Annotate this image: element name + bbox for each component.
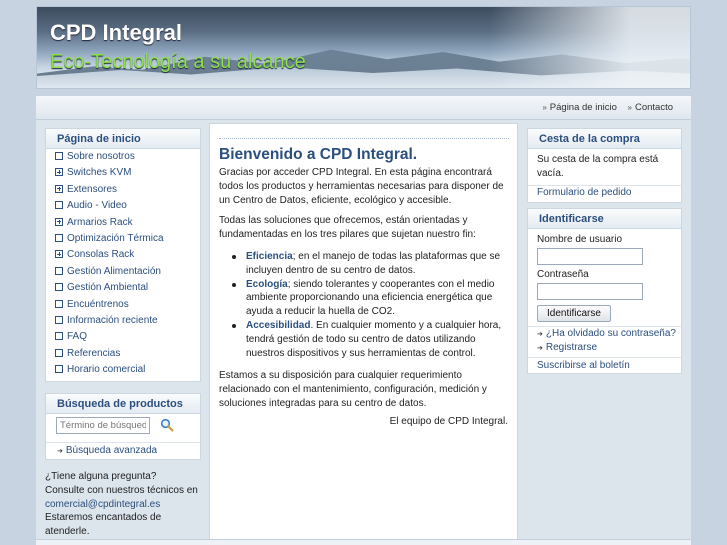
menu-item-label: Referencias [67,347,121,359]
signature: El equipo de CPD Integral. [389,416,508,427]
square-icon [55,267,63,275]
menu-item[interactable] [46,280,200,296]
main-menu-list [46,149,200,378]
square-icon [55,300,63,308]
cart-title: Cesta de la compra [528,129,681,149]
order-form-link[interactable]: Formulario de pedido [537,187,632,198]
availability-paragraph: Estamos a su disposición para cualquier requerimiento relacionado con el mantenimiento, configuración, medición y soluciones integradas para su centro de datos. [219,370,487,409]
menu-item-label: FAQ [67,331,88,343]
menu-item-label: Switches KVM [67,167,132,179]
advanced-search-label: Búsqueda avanzada [65,445,158,456]
square-icon [55,349,63,357]
topnav-home-link[interactable] [542,102,617,113]
double-chevron-right-icon: » [542,103,547,112]
contact-consult: Consulte con nuestros técnicos en [45,484,198,496]
menu-item-label: Consolas Rack [67,249,135,261]
page-title: Bienvenido a CPD Integral. [219,146,418,163]
pillar-ecology [232,278,512,319]
pillar-text: . En cualquier momento y a cualquier hora, tendrá gestión de todo su centro de datos utilizando nuestros dispositivos y sus herramientas de control. [246,319,502,359]
pillar-term: Ecología [246,278,288,290]
intro-paragraph: Gracias por acceder CPD Integral. En esta página encontrará todos los productos y herramientas necesarias para disponer de un Centro de Datos, eficiente, ecológico y accesible. [219,167,504,206]
square-icon [55,201,63,209]
pillar-accessibility [232,319,512,360]
contact-info [45,470,205,539]
register-label: Registrarse [545,342,598,353]
square-icon [55,316,63,324]
menu-item-label: Audio - Video [67,200,127,212]
menu-item[interactable] [46,264,200,280]
username-label: Nombre de usuario [537,234,623,245]
menu-item[interactable] [46,165,200,181]
advanced-search-link[interactable] [57,445,157,456]
menu-item-label: Gestión Alimentación [67,265,161,277]
menu-item[interactable] [46,329,200,345]
product-search-title: Búsqueda de productos [46,394,200,414]
arrow-right-icon: ➔ [537,345,543,352]
plus-box-icon[interactable] [55,168,63,176]
topnav-contact-link[interactable] [628,102,673,113]
menu-item-label: Horario comercial [67,364,146,376]
pillar-efficiency [232,250,512,278]
shopping-cart-block [527,128,682,203]
plus-box-icon[interactable] [55,185,63,193]
contact-email-link[interactable]: comercial@cpdintegral.es [45,498,161,510]
footer-bar [36,539,691,545]
menu-item-label: Optimización Térmica [67,232,164,244]
contact-question: ¿Tiene alguna pregunta? [45,471,157,482]
menu-item[interactable] [46,247,200,263]
contact-closing: Estaremos encantados de atenderle. [45,512,162,538]
password-label: Contraseña [537,269,589,280]
pillars-paragraph: Todas las soluciones que ofrecemos, están orientadas y fundamentadas en los tres pilares que sujetan nuestro fin: [219,215,476,240]
menu-item[interactable] [46,313,200,329]
arrow-right-icon: ➔ [57,448,63,455]
password-field[interactable] [537,283,643,300]
top-navigation [36,96,691,120]
menu-item[interactable] [46,297,200,313]
page-body [36,120,691,545]
menu-item-label: Encuéntrenos [67,298,129,310]
square-icon [55,365,63,373]
menu-item-label: Extensores [67,183,118,195]
main-menu-title[interactable]: Página de inicio [46,129,200,149]
login-block [527,208,682,374]
topnav-contact-label: Contacto [634,102,673,113]
double-chevron-right-icon: » [627,103,632,112]
pillar-text: ; siendo tolerantes y cooperantes con el medio ambiente proporcionando una eficiencia energética que ayuda a reducir la huella de CO2. [246,278,495,318]
plus-box-icon[interactable] [55,218,63,226]
main-menu-block [45,128,201,382]
square-icon [55,234,63,242]
site-title[interactable]: CPD Integral [50,20,183,45]
newsletter-divider [528,357,681,358]
login-title: Identificarse [528,209,681,229]
product-search-block [45,393,201,460]
search-input[interactable] [56,417,150,434]
cart-status: Su cesta de la compra está vacía. [537,154,659,179]
forgot-password-link[interactable] [537,327,676,342]
content-divider [219,138,509,139]
pillar-term: Accesibilidad [246,319,311,331]
pillar-term: Eficiencia [246,251,293,262]
site-slogan: Eco-Tecnología a su alcance [50,51,306,73]
main-content [209,123,518,545]
search-divider [46,442,200,443]
register-link[interactable] [537,341,597,356]
square-icon [55,152,63,160]
pillars-list [232,250,512,360]
site-header [36,6,691,89]
menu-item[interactable] [46,182,200,198]
arrow-right-icon: ➔ [537,331,543,338]
search-icon[interactable] [160,418,174,432]
menu-item[interactable] [46,231,200,247]
square-icon [55,332,63,340]
plus-box-icon[interactable] [55,250,63,258]
header-banner-fade [490,7,690,88]
square-icon [55,283,63,291]
menu-item-label: Armarios Rack [67,216,133,228]
menu-item-label: Gestión Ambiental [67,282,149,294]
menu-item[interactable] [46,362,200,378]
topnav-home-label: Página de inicio [549,102,617,113]
forgot-password-label: ¿Ha olvidado su contraseña? [545,328,676,339]
menu-item[interactable] [46,149,200,165]
menu-item[interactable] [46,215,200,231]
menu-item[interactable] [46,346,200,362]
newsletter-link[interactable]: Suscribirse al boletín [537,360,630,371]
menu-item-label: Sobre nosotros [67,151,135,162]
username-field[interactable] [537,248,643,265]
pillar-text: ; en el manejo de todas las plataformas que se incluyen dentro de su centro de datos. [246,251,501,276]
login-button[interactable]: Identificarse [537,305,611,322]
menu-item-label: Información reciente [67,314,158,326]
menu-item[interactable] [46,198,200,214]
